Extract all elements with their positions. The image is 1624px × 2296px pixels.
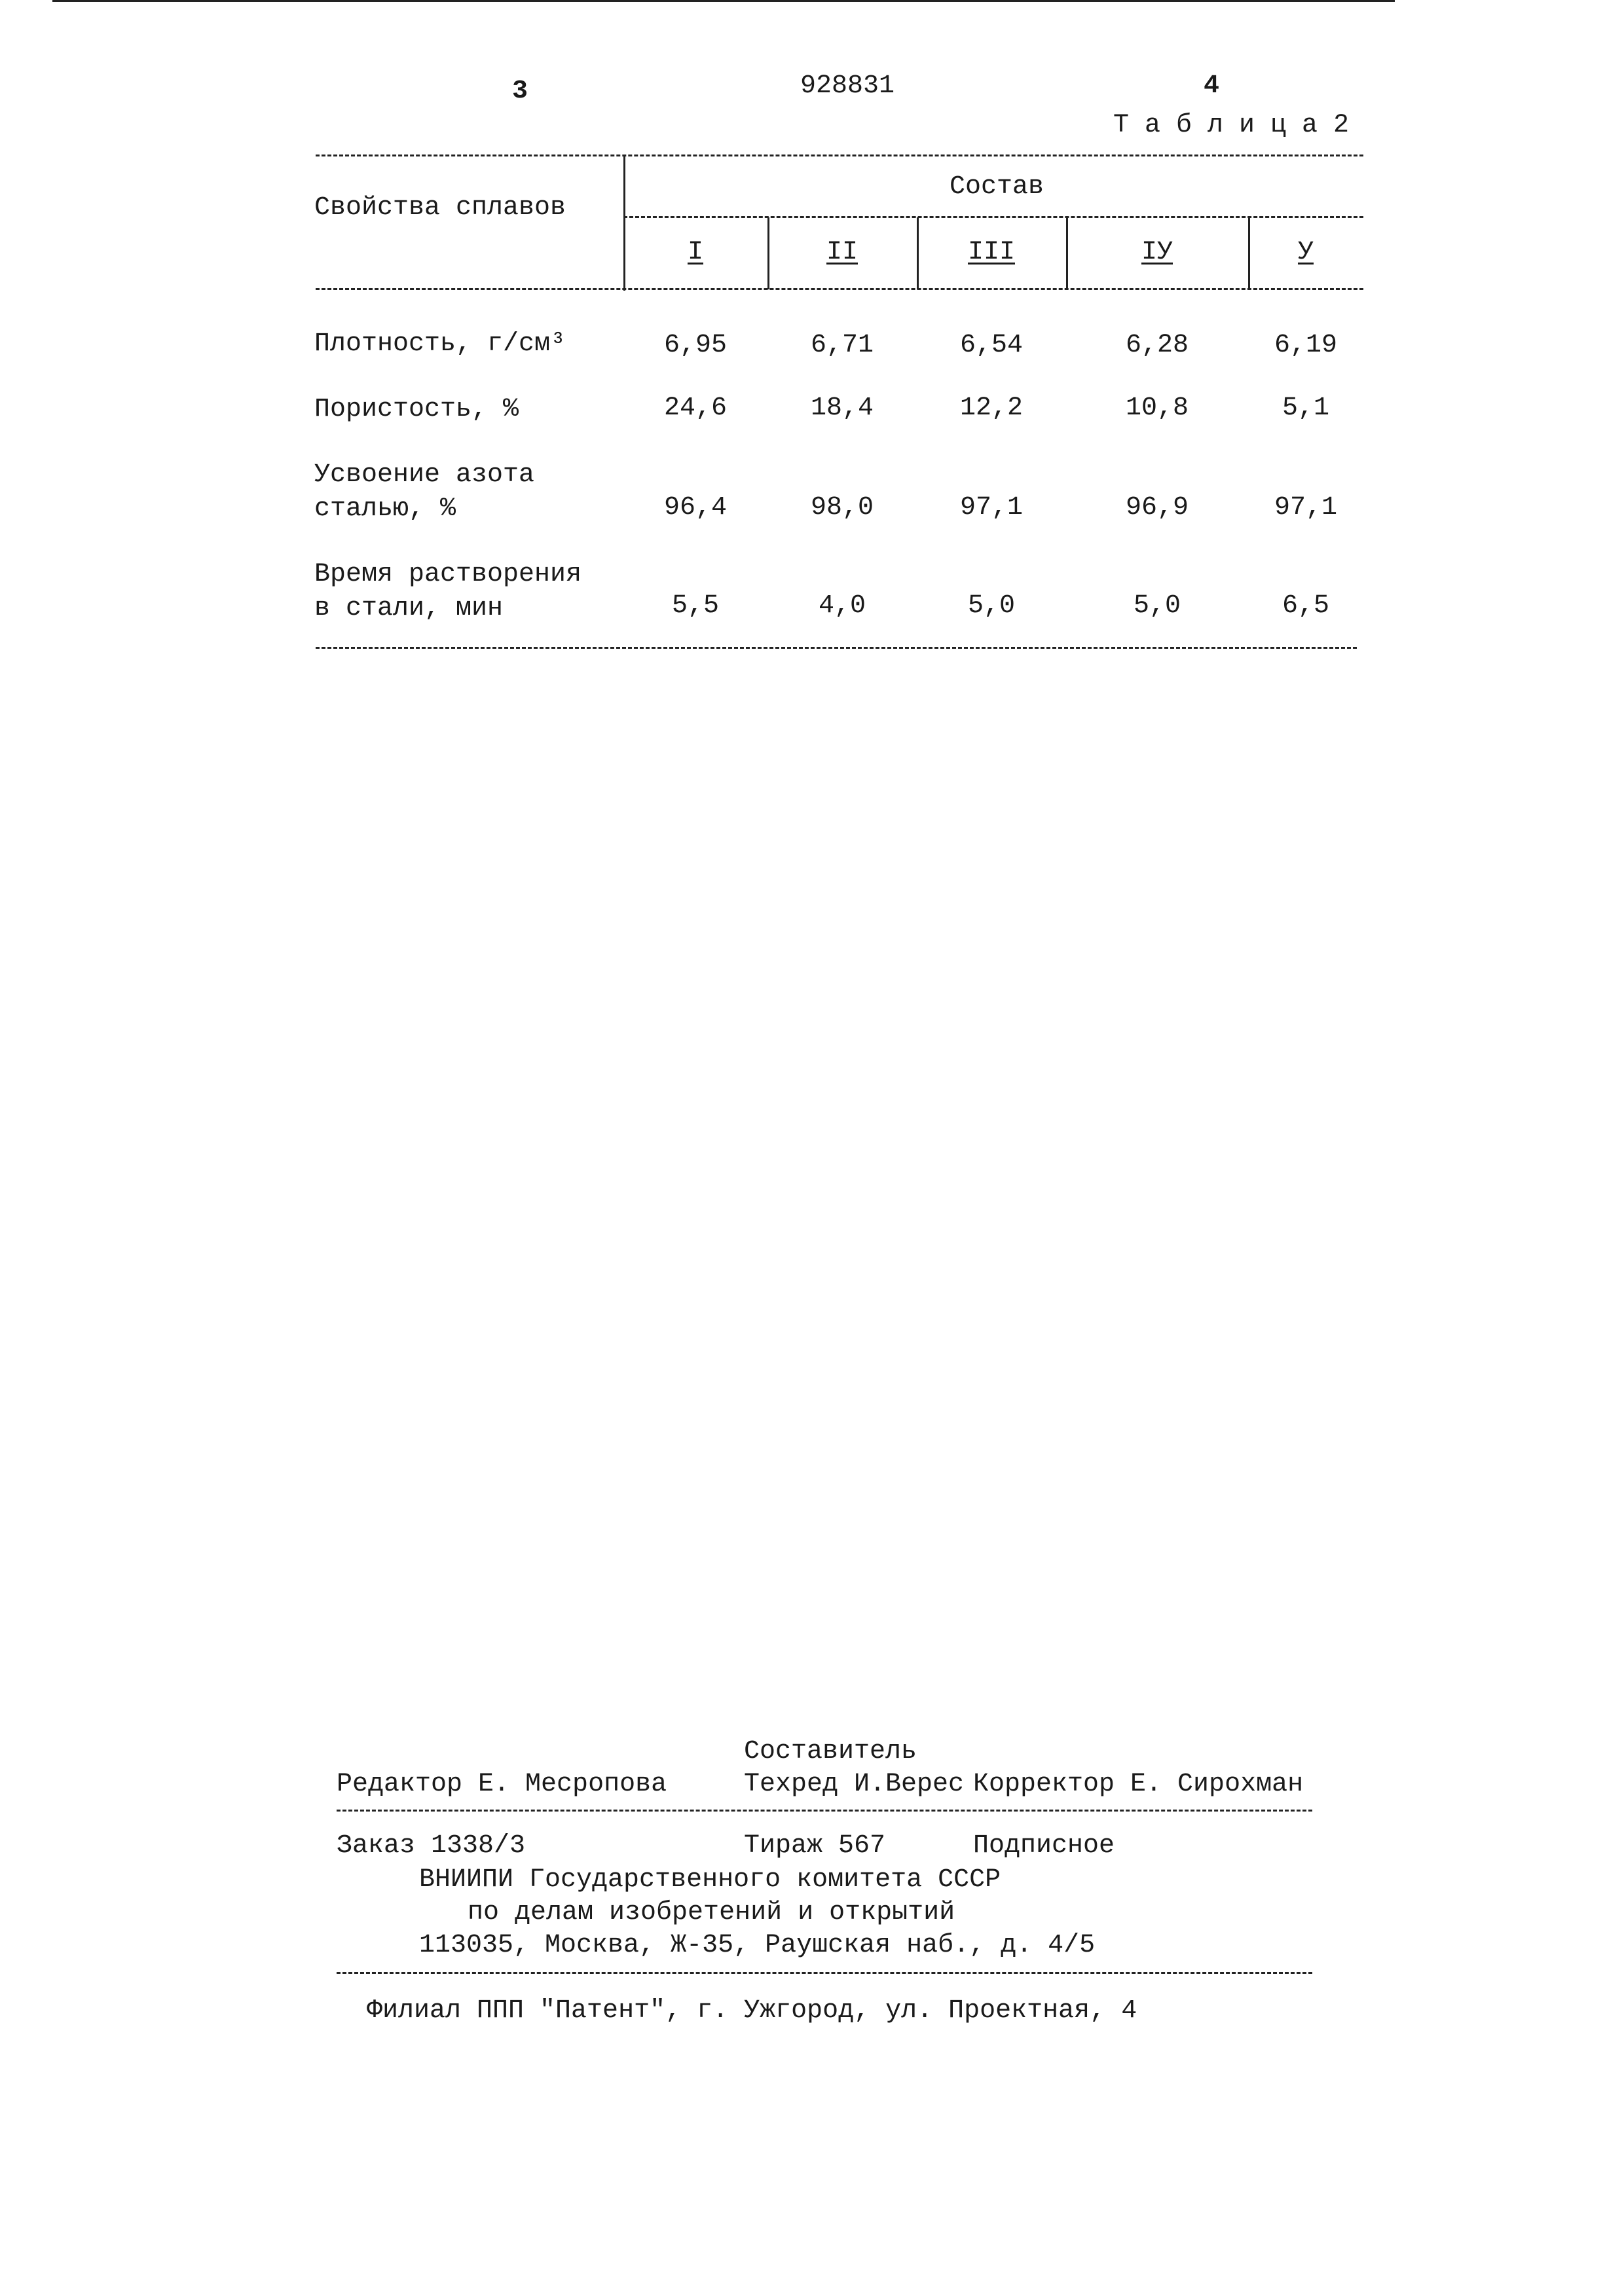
table-cell: 98,0 <box>767 495 917 521</box>
table-cell: 4,0 <box>767 593 917 619</box>
row-label-dissolution: Время растворения в стали, мин <box>314 558 581 626</box>
page-number-right: 4 <box>1204 73 1219 100</box>
org-address: 113035, Москва, Ж-35, Раушская наб., д. 4/5 <box>419 1933 1095 1959</box>
branch: Филиал ППП "Патент", г. Ужгород, ул. Проектная, 4 <box>367 1998 1137 2024</box>
row-label-density: Плотность, г/см³ <box>314 327 566 361</box>
table-cell: 12,2 <box>917 395 1066 422</box>
order: Заказ 1338/3 <box>337 1833 525 1859</box>
table-cell: 5,1 <box>1248 395 1363 422</box>
column-header-1: I <box>623 240 767 266</box>
table-cell: 6,5 <box>1248 593 1363 619</box>
footer-rule-bottom <box>337 1972 1312 1974</box>
table-cell: 97,1 <box>917 495 1066 521</box>
table-cell: 96,9 <box>1066 495 1248 521</box>
table-cell: 6,54 <box>917 333 1066 359</box>
org-line-2: по делам изобретений и открытий <box>468 1900 955 1926</box>
property-header: Свойства сплавов <box>314 195 566 221</box>
table-cell: 5,0 <box>1066 593 1248 619</box>
table-cell: 6,71 <box>767 333 917 359</box>
table-cell: 24,6 <box>623 395 767 422</box>
composition-header: Состав <box>950 174 1044 200</box>
row-label-porosity: Пористость, % <box>314 393 519 427</box>
circulation: Тираж 567 <box>744 1833 885 1859</box>
table-cell: 5,0 <box>917 593 1066 619</box>
table-cell: 18,4 <box>767 395 917 422</box>
column-header-3: III <box>917 240 1066 266</box>
org-line-1: ВНИИПИ Государственного комитета СССР <box>419 1867 1001 1893</box>
top-rule <box>52 0 1395 2</box>
column-header-5: У <box>1248 240 1363 266</box>
page-number-left: 3 <box>512 79 528 105</box>
table-cell: 97,1 <box>1248 495 1363 521</box>
column-header-2: II <box>767 240 917 266</box>
row-label-nitrogen: Усвоение азота сталью, % <box>314 458 534 526</box>
editor: Редактор Е. Месропова <box>337 1772 667 1798</box>
table-cell: 6,95 <box>623 333 767 359</box>
patent-number: 928831 <box>800 73 895 100</box>
table-cell: 5,5 <box>623 593 767 619</box>
table-bottom-rule <box>316 647 1357 649</box>
composition-rule <box>623 216 1363 218</box>
table-cell: 6,28 <box>1066 333 1248 359</box>
table-cell: 96,4 <box>623 495 767 521</box>
table-cell: 6,19 <box>1248 333 1363 359</box>
footer-rule-top <box>337 1810 1312 1812</box>
table-caption: Т а б л и ц а 2 <box>1113 113 1349 139</box>
table-header-divider <box>623 155 625 291</box>
table-top-rule <box>316 155 1363 156</box>
corrector: Корректор Е. Сирохман <box>973 1772 1303 1798</box>
table-cell: 10,8 <box>1066 395 1248 422</box>
column-header-4: IУ <box>1066 240 1248 266</box>
subscription: Подписное <box>973 1833 1115 1859</box>
techred: Техред И.Верес <box>744 1772 964 1798</box>
header-bottom-rule <box>316 288 1363 290</box>
compiler: Составитель <box>744 1739 917 1765</box>
